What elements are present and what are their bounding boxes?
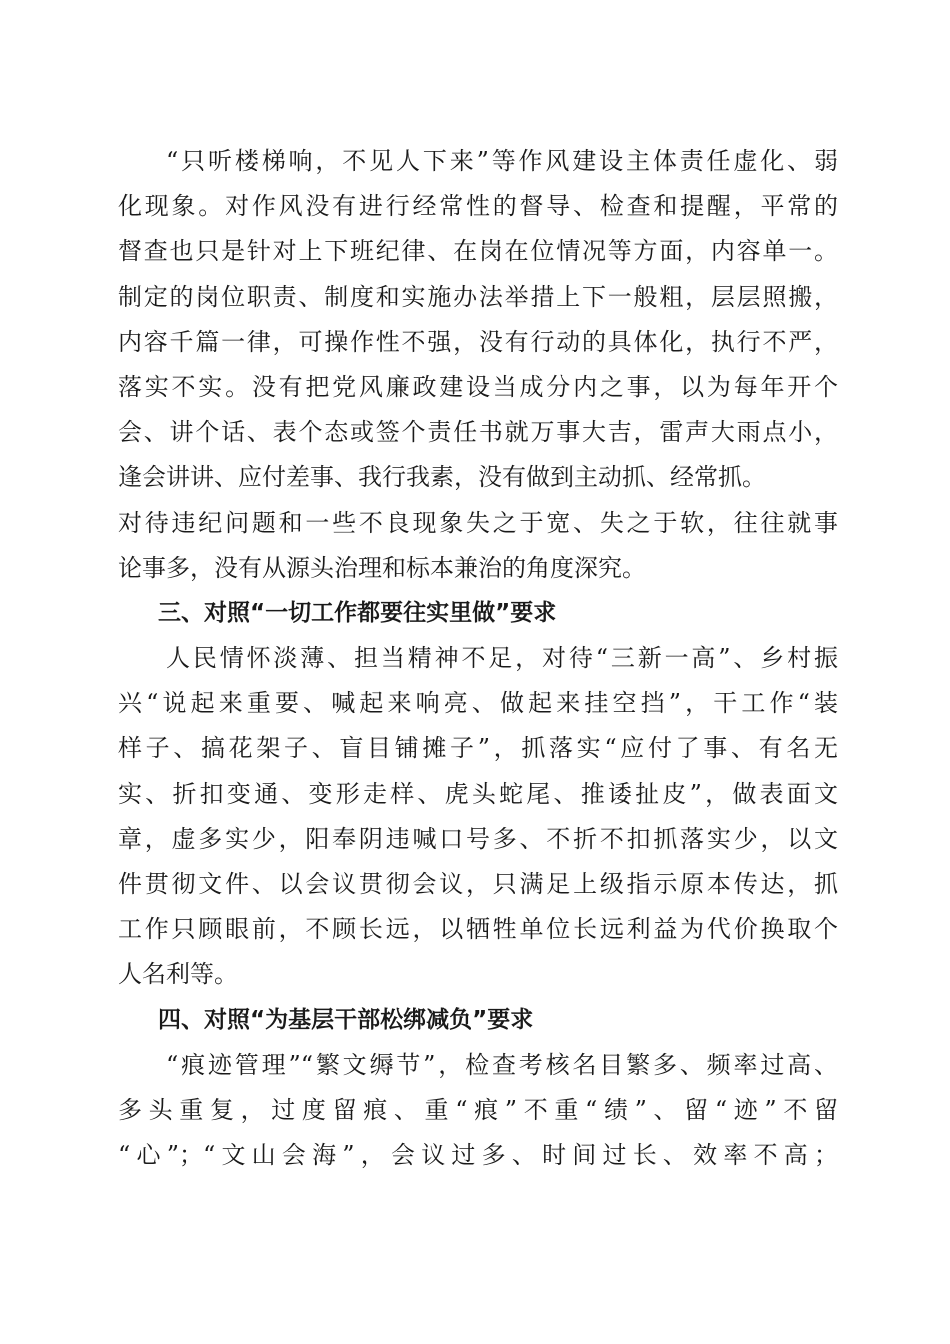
text-line: 内容千篇一律，可操作性不强，没有行动的具体化，执行不严， bbox=[118, 327, 838, 356]
document-body bbox=[118, 139, 838, 1178]
text-line: 兴“说起来重要、喊起来响亮、做起来挂空挡”，干工作“装 bbox=[118, 689, 838, 718]
text-line: 会、讲个话、表个态或签个责任书就万事大吉，雷声大雨点小， bbox=[118, 418, 838, 447]
text-line: 论事多，没有从源头治理和标本兼治的角度深究。 bbox=[118, 553, 646, 582]
section-heading-3: 三、对照“一切工作都要往实里做”要求 bbox=[158, 599, 557, 626]
text-line: 样子、搞花架子、盲目铺摊子”，抓落实“应付了事、有名无 bbox=[118, 734, 838, 763]
paragraph-1 bbox=[118, 139, 838, 591]
text-line: 落实不实。没有把党风廉政建设当成分内之事，以为每年开个 bbox=[118, 372, 838, 401]
text-line: 人名利等。 bbox=[118, 960, 238, 989]
section-heading-4: 四、对照“为基层干部松绑减负”要求 bbox=[158, 1006, 534, 1033]
text-line: 化现象。对作风没有进行经常性的督导、检查和提醒，平常的 bbox=[118, 192, 838, 221]
text-line: 制定的岗位职责、制度和实施办法举措上下一般粗，层层照搬， bbox=[118, 282, 838, 311]
text-line: 督查也只是针对上下班纪律、在岗在位情况等方面，内容单一。 bbox=[118, 237, 838, 266]
text-line: 工作只顾眼前，不顾长远，以牺牲单位长远利益为代价换取个 bbox=[118, 915, 838, 944]
text-line: “只听楼梯响，不见人下来”等作风建设主体责任虚化、弱 bbox=[166, 147, 838, 175]
text-line: 逢会讲讲、应付差事、我行我素，没有做到主动抓、经常抓。 bbox=[118, 463, 766, 492]
text-line: “痕迹管理”“繁文缛节”，检查考核名目繁多、频率过高、 bbox=[166, 1050, 838, 1079]
text-line: 多头重复，过度留痕、重“痕”不重“绩”、留“迹”不留 bbox=[118, 1095, 838, 1124]
paragraph-2 bbox=[118, 636, 838, 998]
paragraph-3 bbox=[118, 1043, 838, 1179]
text-line: 人民情怀淡薄、担当精神不足，对待“三新一高”、乡村振 bbox=[166, 644, 838, 673]
text-line: “心”；“文山会海”，会议过多、时间过长、效率不高； bbox=[118, 1141, 838, 1170]
text-line: 章，虚多实少，阳奉阴违喊口号多、不折不扣抓落实少，以文 bbox=[118, 824, 838, 853]
text-line: 实、折扣变通、变形走样、虎头蛇尾、推诿扯皮”，做表面文 bbox=[118, 779, 838, 808]
text-line: 件贯彻文件、以会议贯彻会议，只满足上级指示原本传达，抓 bbox=[118, 870, 838, 898]
text-line: 对待违纪问题和一些不良现象失之于宽、失之于软，往往就事 bbox=[118, 508, 838, 537]
